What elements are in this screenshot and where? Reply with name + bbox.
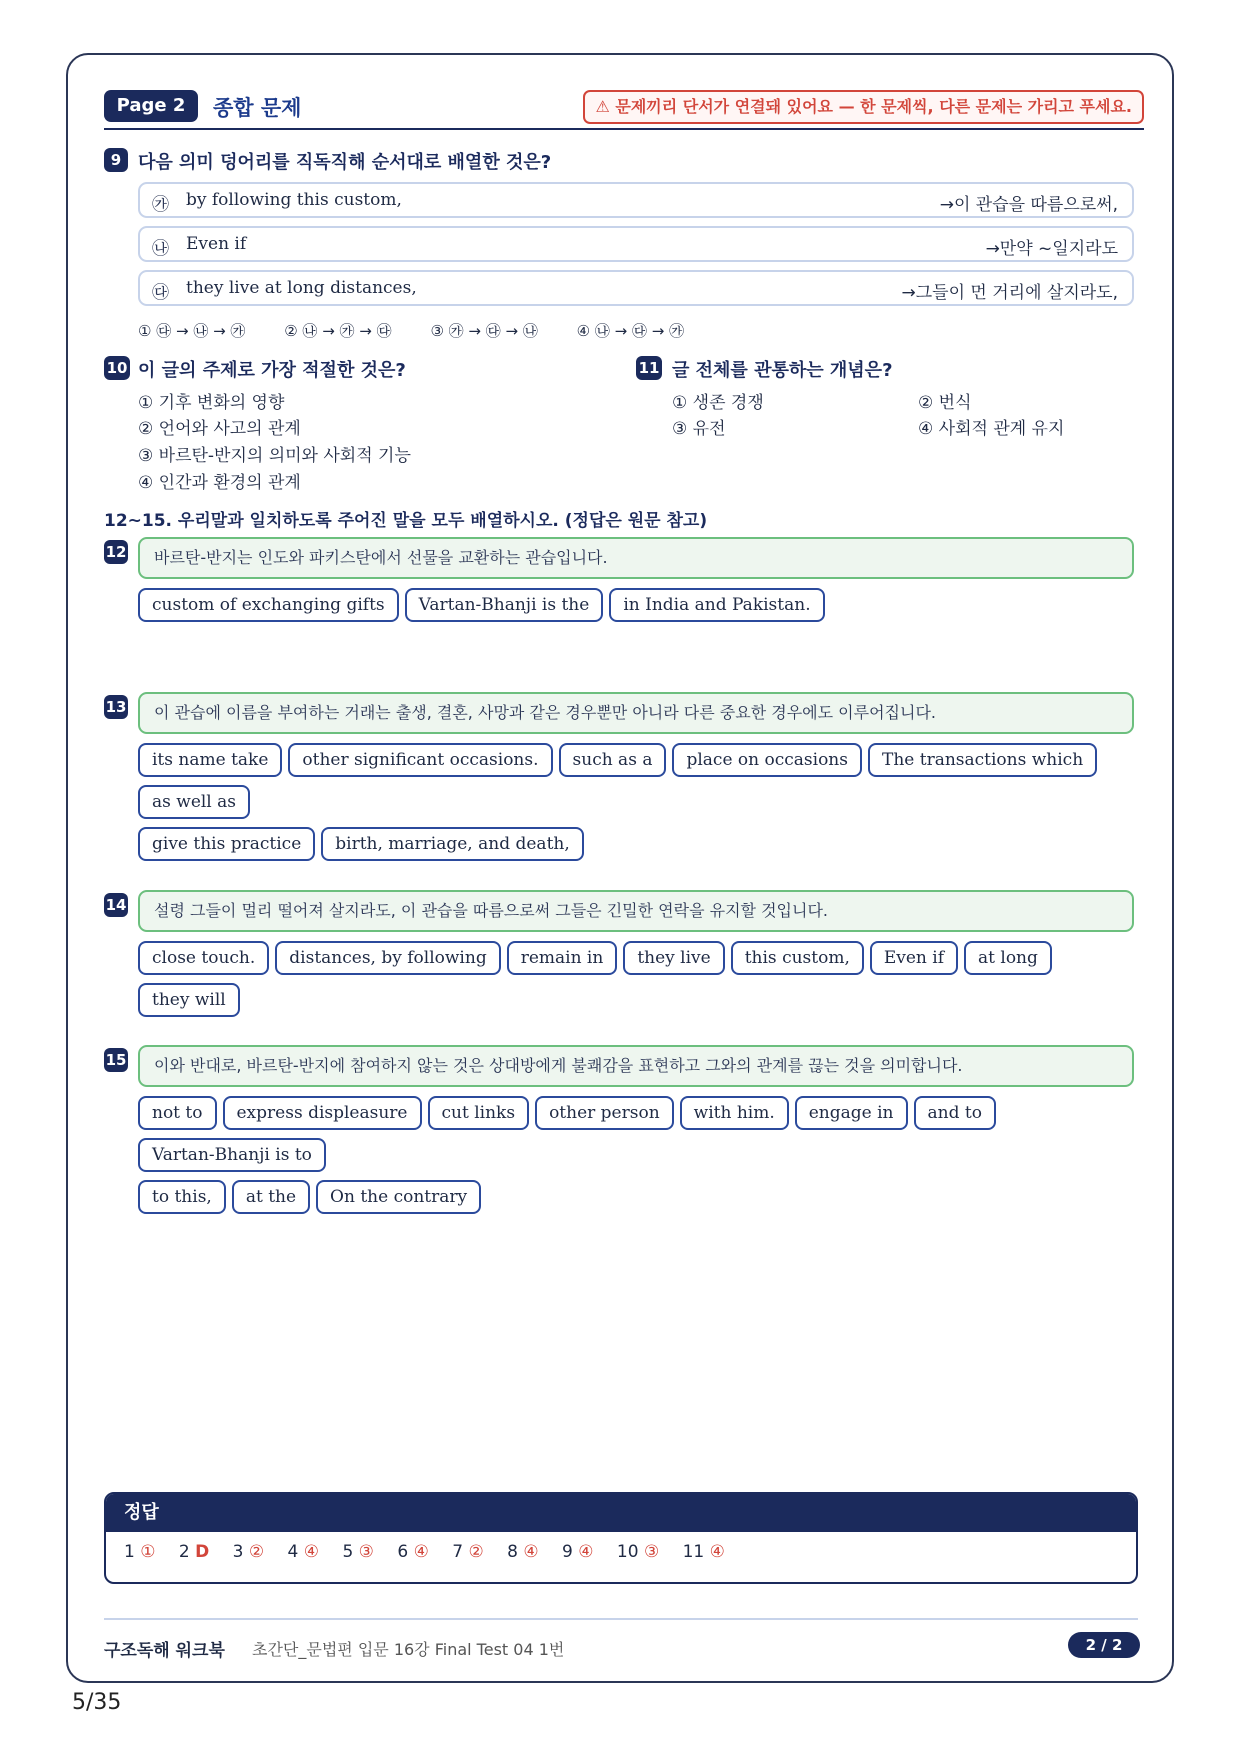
word-tile[interactable]: its name take: [138, 743, 282, 777]
word-tile[interactable]: Vartan-Bhanji is to: [138, 1138, 326, 1172]
chunk-card: [138, 270, 1134, 306]
answer-list: [106, 1532, 1136, 1562]
chunk-mark: ㉮: [152, 195, 169, 215]
chunk-english: by following this custom,: [186, 190, 402, 210]
answer-item: 5 ③: [342, 1542, 374, 1562]
chunk-card: [138, 182, 1134, 218]
q10-option-2[interactable]: ② 언어와 사고의 관계: [138, 419, 301, 439]
question-number-15: 15: [104, 1048, 128, 1072]
question-9-options: [138, 320, 718, 341]
word-tile[interactable]: and to: [914, 1096, 996, 1130]
answer-item: 4 ④: [287, 1542, 320, 1562]
option-2[interactable]: ② ㉯ → ㉮ → ㉰: [284, 322, 392, 340]
chunk-korean: →이 관습을 따름으로써,: [939, 195, 1118, 215]
chunk-korean: →그들이 먼 거리에 살지라도,: [901, 283, 1118, 303]
chunk-english: they live at long distances,: [186, 278, 417, 298]
chunk-english: Even if: [186, 234, 247, 254]
korean-sentence-box: 바르탄-반지는 인도와 파키스탄에서 선물을 교환하는 관습입니다.: [138, 537, 1134, 579]
word-tile[interactable]: express displeasure: [223, 1096, 422, 1130]
q11-option-4[interactable]: ④ 사회적 관계 유지: [918, 419, 1065, 439]
answer-item: 3 ②: [232, 1542, 265, 1562]
answer-key-panel: [104, 1492, 1138, 1584]
q10-option-1[interactable]: ① 기후 변화의 영향: [138, 393, 285, 413]
word-tile[interactable]: as well as: [138, 785, 250, 819]
word-tile[interactable]: custom of exchanging gifts: [138, 588, 399, 622]
page-header: [104, 90, 1144, 130]
word-tile[interactable]: they will: [138, 983, 240, 1017]
word-tile[interactable]: distances, by following: [275, 941, 500, 975]
section-instruction: 12~15. 우리말과 일치하도록 주어진 말을 모두 배열하시오. (정답은 원문 참고): [104, 511, 708, 531]
word-tile[interactable]: On the contrary: [316, 1180, 481, 1214]
question-number-12: 12: [104, 540, 128, 564]
answer-item: 2 D: [178, 1542, 210, 1562]
answer-item: 8 ④: [507, 1542, 539, 1562]
word-tile[interactable]: place on occasions: [672, 743, 862, 777]
answer-item: 10 ③: [616, 1542, 660, 1562]
question-number-9: 9: [104, 148, 128, 172]
chunk-mark: ㉰: [152, 283, 169, 303]
word-tiles-15: [138, 1096, 1138, 1222]
word-tile[interactable]: at long: [964, 941, 1052, 975]
word-tile[interactable]: remain in: [507, 941, 618, 975]
q10-option-4[interactable]: ④ 인간과 환경의 관계: [138, 473, 301, 493]
word-tile[interactable]: in India and Pakistan.: [609, 588, 824, 622]
footer-page-badge: 2 / 2: [1068, 1632, 1140, 1658]
word-tile[interactable]: other significant occasions.: [288, 743, 552, 777]
answer-item: 9 ④: [562, 1542, 594, 1562]
document-page-counter: 5/35: [72, 1690, 122, 1715]
section-title: 종합 문제: [213, 96, 302, 120]
word-tile[interactable]: this custom,: [731, 941, 864, 975]
word-tiles-13: [138, 743, 1138, 869]
question-number-10: 10: [104, 356, 130, 380]
question-10-text: 이 글의 주제로 가장 적절한 것은?: [138, 360, 406, 381]
word-tile[interactable]: such as a: [559, 743, 667, 777]
answer-item: 6 ④: [397, 1542, 429, 1562]
page-label-badge: Page 2: [104, 90, 198, 122]
option-1[interactable]: ① ㉰ → ㉯ → ㉮: [138, 322, 246, 340]
question-11-text: 글 전체를 관통하는 개념은?: [672, 360, 893, 381]
q10-option-3[interactable]: ③ 바르탄-반지의 의미와 사회적 기능: [138, 446, 411, 466]
question-number-11: 11: [636, 356, 662, 380]
korean-sentence-box: 설령 그들이 멀리 떨어져 살지라도, 이 관습을 따름으로써 그들은 긴밀한 연락을 유지할 것입니다.: [138, 890, 1134, 932]
answer-item: 11 ④: [682, 1542, 725, 1562]
footer-rule: [104, 1618, 1138, 1620]
word-tile[interactable]: close touch.: [138, 941, 269, 975]
korean-sentence-box: 이 관습에 이름을 부여하는 거래는 출생, 결혼, 사망과 같은 경우뿐만 아니라 다른 중요한 경우에도 이루어집니다.: [138, 692, 1134, 734]
word-tile[interactable]: other person: [535, 1096, 674, 1130]
word-tile[interactable]: The transactions which: [868, 743, 1097, 777]
word-tile[interactable]: they live: [623, 941, 724, 975]
korean-sentence-box: 이와 반대로, 바르탄-반지에 참여하지 않는 것은 상대방에게 불쾌감을 표현하고 그와의 관계를 끊는 것을 의미합니다.: [138, 1045, 1134, 1087]
footer-brand: 구조독해 워크북: [104, 1641, 225, 1661]
q11-option-3[interactable]: ③ 유전: [672, 419, 726, 439]
chunk-mark: ㉯: [152, 239, 169, 259]
word-tile[interactable]: with him.: [680, 1096, 789, 1130]
word-tile[interactable]: at the: [232, 1180, 310, 1214]
answer-item: 7 ②: [452, 1542, 484, 1562]
word-tiles-14: [138, 941, 1138, 1025]
footer-subtitle: 초간단_문법편 입문 16강 Final Test 04 1번: [252, 1640, 565, 1659]
word-tile[interactable]: birth, marriage, and death,: [321, 827, 584, 861]
warning-banner: ⚠ 문제끼리 단서가 연결돼 있어요 — 한 문제씩, 다른 문제는 가리고 푸세요.: [583, 90, 1144, 124]
q11-option-1[interactable]: ① 생존 경쟁: [672, 393, 764, 413]
question-number-13: 13: [104, 695, 128, 719]
header-rule: [104, 128, 1144, 130]
q11-option-2[interactable]: ② 번식: [918, 393, 972, 413]
option-3[interactable]: ③ ㉮ → ㉰ → ㉯: [430, 322, 538, 340]
answer-key-title: 정답: [106, 1494, 1136, 1532]
word-tile[interactable]: cut links: [428, 1096, 530, 1130]
question-number-14: 14: [104, 893, 128, 917]
chunk-card: [138, 226, 1134, 262]
word-tile[interactable]: engage in: [795, 1096, 908, 1130]
word-tiles-12: [138, 588, 1138, 630]
answer-item: 1 ①: [124, 1542, 156, 1562]
word-tile[interactable]: not to: [138, 1096, 217, 1130]
word-tile[interactable]: Even if: [870, 941, 958, 975]
question-9-text: 다음 의미 덩어리를 직독직해 순서대로 배열한 것은?: [138, 152, 552, 173]
option-4[interactable]: ④ ㉯ → ㉰ → ㉮: [576, 322, 685, 340]
word-tile[interactable]: give this practice: [138, 827, 315, 861]
chunk-korean: →만약 ~일지라도: [985, 239, 1118, 259]
word-tile[interactable]: to this,: [138, 1180, 226, 1214]
word-tile[interactable]: Vartan-Bhanji is the: [405, 588, 604, 622]
